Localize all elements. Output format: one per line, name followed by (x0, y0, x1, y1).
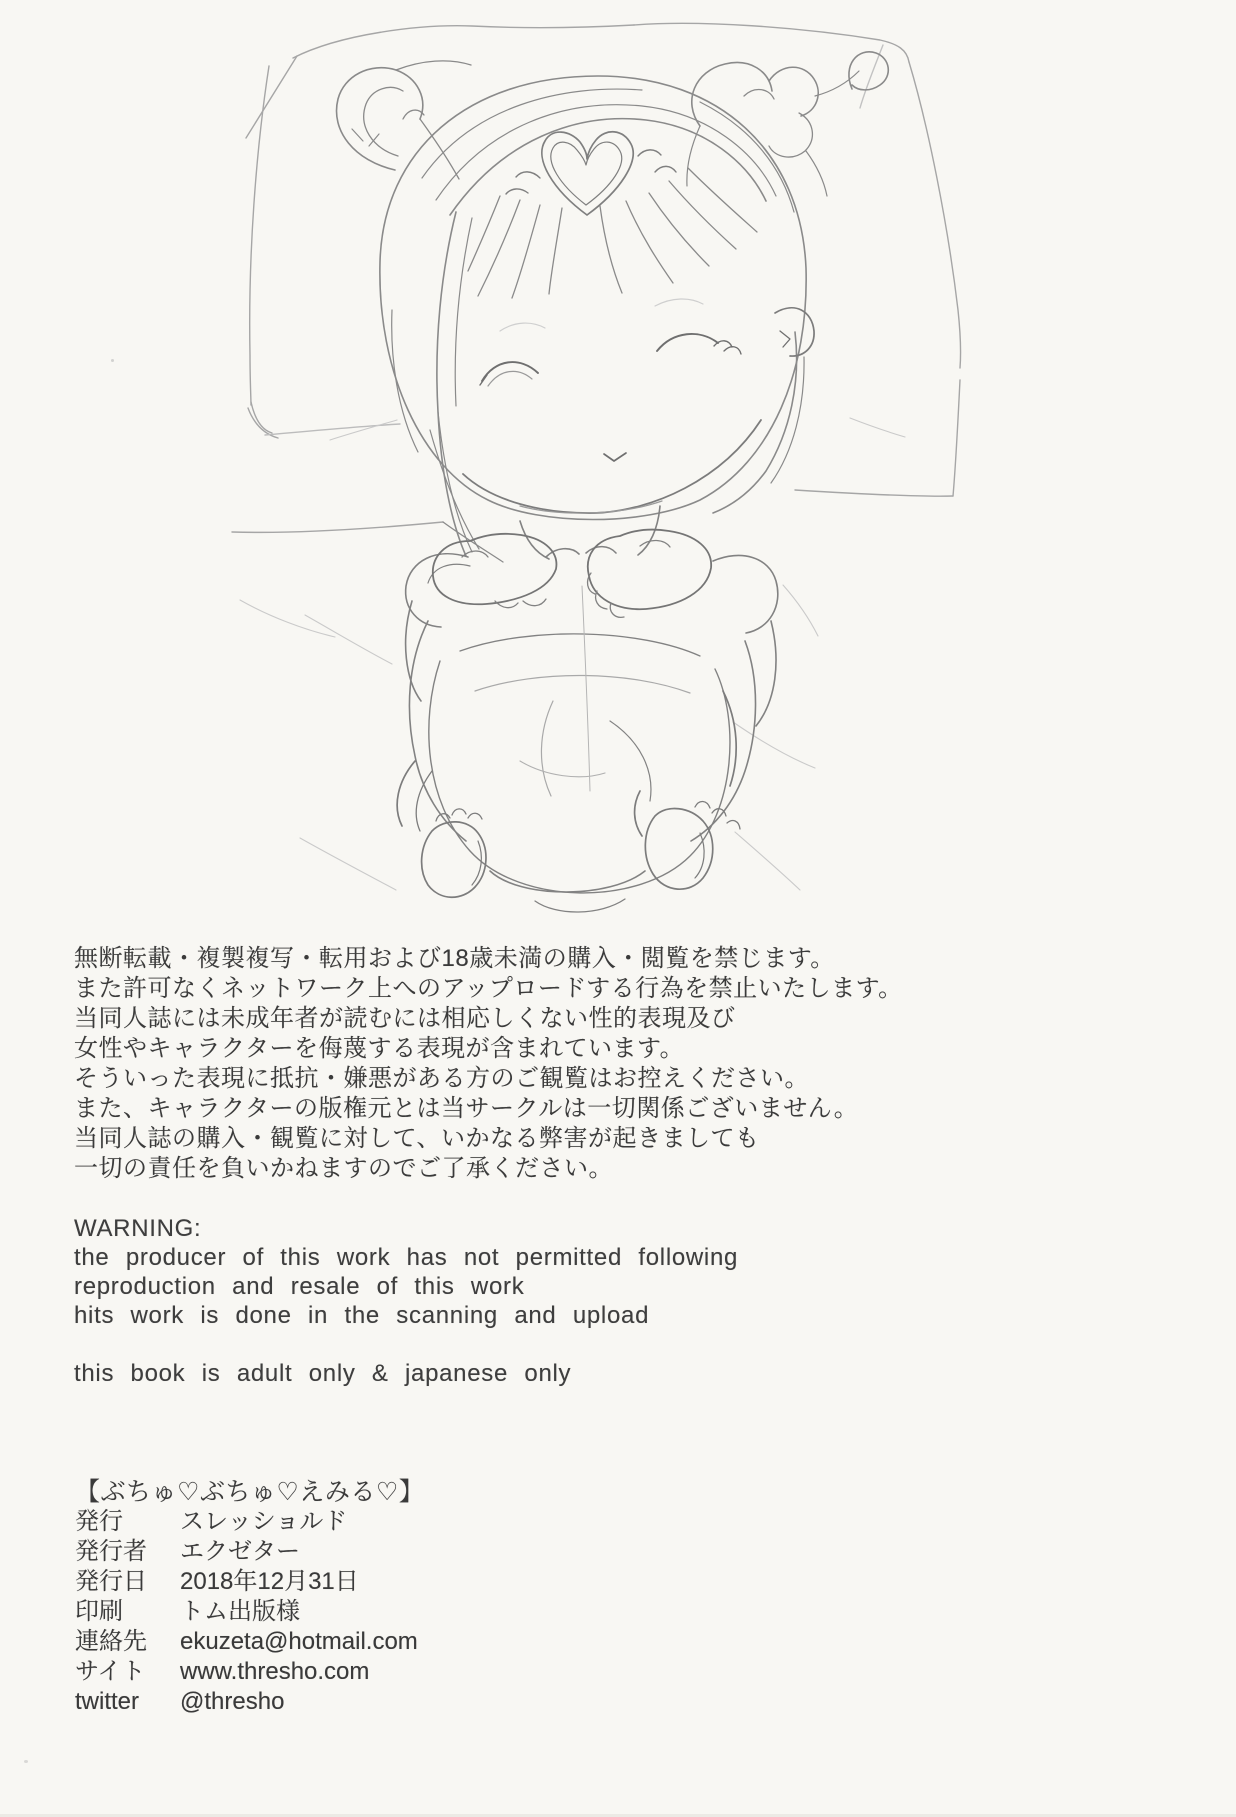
disclaimer-line: そういった表現に抵抗・嫌悪がある方のご観覧はお控えください。 (74, 1065, 809, 1092)
leg-lines (397, 691, 740, 897)
colophon-label: サイト (75, 1658, 146, 1685)
bedding-lines (240, 418, 905, 890)
disclaimer-line: 無断転載・複製複写・転用および18歳未満の購入・閲覧を禁じます。 (74, 945, 835, 972)
warning-line: the producer of this work has not permitted following (74, 1244, 739, 1271)
colophon-label: twitter (75, 1688, 140, 1715)
scan-speck (111, 359, 114, 362)
colophon-row (75, 1597, 424, 1627)
colophon-label: 印刷 (75, 1598, 123, 1625)
colophon-row (75, 1627, 424, 1657)
colophon-row (75, 1687, 424, 1717)
colophon-value-twitter: @thresho (180, 1688, 285, 1715)
warning-line: hits work is done in the scanning and upload (74, 1302, 650, 1329)
face-lines (463, 299, 814, 513)
colophon-label: 発行日 (75, 1568, 147, 1595)
colophon-row (75, 1657, 424, 1687)
disclaimer-line: また、キャラクターの版権元とは当サークルは一切関係ございません。 (74, 1095, 859, 1122)
colophon-block (75, 1477, 424, 1717)
colophon-value: 2018年12月31日 (180, 1568, 359, 1595)
hair-lines (337, 52, 889, 562)
disclaimer-line: 一切の責任を負いかねますのでご了承ください。 (74, 1155, 613, 1182)
disclaimer-line: 当同人誌の購入・観覧に対して、いかなる弊害が起きましても (74, 1125, 760, 1152)
warning-blank-line (74, 1330, 738, 1359)
colophon-label: 発行者 (75, 1538, 147, 1565)
warning-line: reproduction and resale of this work (74, 1273, 525, 1300)
colophon-value: エクゼター (180, 1538, 300, 1565)
colophon-value-email: ekuzeta@hotmail.com (180, 1628, 418, 1655)
colophon-title: 【ぶちゅ♡ぶちゅ♡えみる♡】 (75, 1478, 425, 1506)
pillow-lines (232, 23, 961, 532)
colophon-row (75, 1567, 424, 1597)
disclaimer-line: また許可なくネットワーク上へのアップロードする行為を禁止いたします。 (74, 975, 903, 1002)
disclaimer-line: 女性やキャラクターを侮蔑する表現が含まれています。 (74, 1035, 685, 1062)
colophon-value: トム出版様 (180, 1598, 300, 1625)
scan-speck (24, 1760, 28, 1763)
colophon-label: 連絡先 (75, 1628, 147, 1655)
colophon-row (75, 1537, 424, 1567)
warning-note: this book is adult only & japanese only (74, 1360, 572, 1387)
colophon-value: スレッショルド (180, 1508, 348, 1535)
heart-ornament (506, 132, 676, 215)
colophon-value-website: www.thresho.com (180, 1658, 370, 1685)
body-lines (406, 506, 778, 912)
disclaimer-line: 当同人誌には未成年者が読むには相応しくない性的表現及び (74, 1005, 736, 1032)
colophon-row (75, 1507, 424, 1537)
warning-heading: WARNING: (74, 1215, 202, 1242)
japanese-disclaimer-block (74, 944, 903, 1184)
colophon-label: 発行 (75, 1508, 123, 1535)
english-warning-block (74, 1214, 738, 1388)
